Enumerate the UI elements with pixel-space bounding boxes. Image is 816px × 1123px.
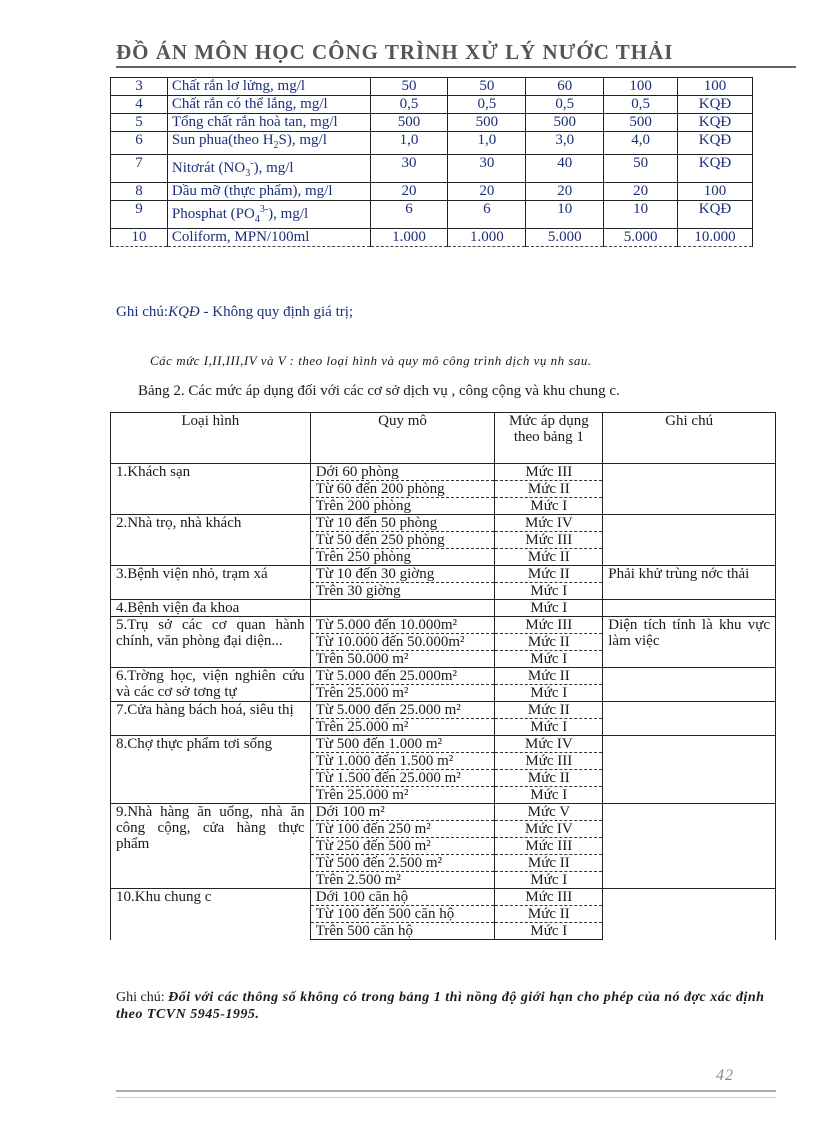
- scale: Từ 1.500 đến 25.000 m²: [310, 770, 495, 787]
- limit-value: 100: [604, 78, 678, 96]
- limit-value: 1,0: [448, 132, 526, 155]
- header-loai-hinh: Loại hình: [111, 413, 311, 464]
- scale: Từ 5.000 đến 25.000 m²: [310, 702, 495, 719]
- table2-row: [111, 804, 776, 821]
- scale: Trên 200 phòng: [310, 498, 495, 515]
- level: Mức IV: [495, 736, 603, 753]
- group-note: [603, 736, 776, 804]
- table1-note: Ghi chú:KQĐ - Không quy định giá trị;: [116, 304, 354, 320]
- header-title: ĐỒ ÁN MÔN HỌC CÔNG TRÌNH XỬ LÝ NƯỚC THẢI: [116, 40, 674, 64]
- scale: Trên 2.500 m²: [310, 872, 495, 889]
- effluent-limits-table: [110, 77, 753, 247]
- level: Mức I: [495, 685, 603, 702]
- level: Mức I: [495, 872, 603, 889]
- level: Mức IV: [495, 515, 603, 532]
- table1-row: [111, 96, 753, 114]
- scale: Trên 50.000 m²: [310, 651, 495, 668]
- level: Mức I: [495, 719, 603, 736]
- limit-value: KQĐ: [678, 132, 753, 155]
- header-rule: [116, 66, 796, 76]
- limit-value: 10: [526, 201, 604, 229]
- facility-type: 8.Chợ thực phẩm tơi sống: [111, 736, 311, 804]
- level: Mức III: [495, 464, 603, 481]
- group-note: [603, 702, 776, 736]
- scale: Từ 10 đến 30 giờng: [310, 566, 495, 583]
- level: Mức I: [495, 498, 603, 515]
- scale: Từ 1.000 đến 1.500 m²: [310, 753, 495, 770]
- table2-row: [111, 566, 776, 583]
- level: Mức IV: [495, 821, 603, 838]
- table1-row: [111, 132, 753, 155]
- level: Mức II: [495, 481, 603, 498]
- level: Mức V: [495, 804, 603, 821]
- table2-row: [111, 889, 776, 906]
- limit-value: 3,0: [526, 132, 604, 155]
- level: Mức II: [495, 855, 603, 872]
- limit-value: 6: [370, 201, 448, 229]
- group-note: [603, 668, 776, 702]
- table2-note: Ghi chú: Đối với các thông số không có trong bảng 1 thì nồng độ giới hạn cho phép của nó đợc xác định theo TCVN 5945-1995.: [116, 990, 765, 1022]
- scale: Từ 250 đến 500 m²: [310, 838, 495, 855]
- parameter-name: Tổng chất rắn hoà tan, mg/l: [167, 114, 370, 132]
- table2-row: [111, 736, 776, 753]
- limit-value: 20: [370, 183, 448, 201]
- limit-value: 50: [448, 78, 526, 96]
- group-note: Diện tích tính là khu vực làm việc: [603, 617, 776, 668]
- scale: Trên 25.000 m²: [310, 787, 495, 804]
- limit-value: 0,5: [448, 96, 526, 114]
- scale: Từ 10.000 đến 50.000m²: [310, 634, 495, 651]
- scale: [310, 600, 495, 617]
- row-number: 4: [111, 96, 168, 114]
- limit-value: 500: [604, 114, 678, 132]
- limit-value: 50: [370, 78, 448, 96]
- page-header: [116, 36, 796, 76]
- limit-value: 0,5: [526, 96, 604, 114]
- parameter-name: Nitơrát $(NO_3^-)$, mg/l: [167, 155, 370, 183]
- facility-type: 10.Khu chung c: [111, 889, 311, 940]
- table2-header-row: [111, 413, 776, 464]
- level: Mức II: [495, 549, 603, 566]
- table2-row: [111, 600, 776, 617]
- limit-value: 500: [370, 114, 448, 132]
- group-note: Phải khử trùng nớc thải: [603, 566, 776, 600]
- group-note: [603, 515, 776, 566]
- scale: Dới 100 m²: [310, 804, 495, 821]
- level: Mức II: [495, 634, 603, 651]
- scale: Từ 5.000 đến 10.000m²: [310, 617, 495, 634]
- table1-row: [111, 183, 753, 201]
- level: Mức II: [495, 702, 603, 719]
- header-quy-mo: Quy mô: [310, 413, 495, 464]
- parameter-name: Sun phua(theo $H_2S$), mg/l: [167, 132, 370, 155]
- limit-value: 100: [678, 183, 753, 201]
- scale: Từ 500 đến 1.000 m²: [310, 736, 495, 753]
- row-number: 10: [111, 229, 168, 247]
- scale: Trên 25.000 m²: [310, 719, 495, 736]
- scale: Từ 10 đến 50 phòng: [310, 515, 495, 532]
- group-note: [603, 889, 776, 940]
- parameter-name: Chất rắn có thể lắng, mg/l: [167, 96, 370, 114]
- level: Mức I: [495, 600, 603, 617]
- facility-type: 7.Cửa hàng bách hoá, siêu thị: [111, 702, 311, 736]
- table2-row: [111, 464, 776, 481]
- header-muc: Mức áp dụng theo bảng 1: [495, 413, 603, 464]
- limit-value: 100: [678, 78, 753, 96]
- scale: Từ 50 đến 250 phòng: [310, 532, 495, 549]
- level: Mức II: [495, 906, 603, 923]
- table1-row: [111, 201, 753, 229]
- levels-caption: Các mức I,II,III,IV và V : theo loại hình và quy mô công trình dịch vụ nh sau.: [150, 353, 592, 368]
- level: Mức III: [495, 532, 603, 549]
- table1-row: [111, 229, 753, 247]
- header-ghi-chu: Ghi chú: [603, 413, 776, 464]
- table1-row: [111, 78, 753, 96]
- facility-type: 9.Nhà hàng ăn uống, nhà ăn công cộng, cửa hàng thực phẩm: [111, 804, 311, 889]
- limit-value: KQĐ: [678, 201, 753, 229]
- page-number: 42: [716, 1067, 734, 1084]
- scale: Từ 5.000 đến 25.000m²: [310, 668, 495, 685]
- limit-value: 0,5: [604, 96, 678, 114]
- parameter-name: Coliform, MPN/100ml: [167, 229, 370, 247]
- scale: Trên 30 giờng: [310, 583, 495, 600]
- limit-value: KQĐ: [678, 155, 753, 183]
- level: Mức I: [495, 787, 603, 804]
- facility-type: 5.Trụ sở các cơ quan hành chính, văn phòng đại diện...: [111, 617, 311, 668]
- row-number: 9: [111, 201, 168, 229]
- row-number: 7: [111, 155, 168, 183]
- limit-value: 30: [370, 155, 448, 183]
- facility-type: 6.Trờng học, viện nghiên cứu và các cơ sở tơng tự: [111, 668, 311, 702]
- application-levels-table: [110, 412, 776, 940]
- limit-value: 60: [526, 78, 604, 96]
- group-note: [603, 464, 776, 515]
- level: Mức I: [495, 583, 603, 600]
- level: Mức I: [495, 651, 603, 668]
- table1-row: [111, 114, 753, 132]
- scale: Trên 25.000 m²: [310, 685, 495, 702]
- scale: Từ 100 đến 500 căn hộ: [310, 906, 495, 923]
- level: Mức III: [495, 838, 603, 855]
- limit-value: 10.000: [678, 229, 753, 247]
- scale: Trên 250 phòng: [310, 549, 495, 566]
- limit-value: 5.000: [526, 229, 604, 247]
- limit-value: 40: [526, 155, 604, 183]
- table2-row: [111, 617, 776, 634]
- limit-value: 500: [448, 114, 526, 132]
- limit-value: 20: [448, 183, 526, 201]
- limit-value: 0,5: [370, 96, 448, 114]
- limit-value: KQĐ: [678, 114, 753, 132]
- limit-value: 20: [526, 183, 604, 201]
- footer-rule: [116, 1090, 776, 1098]
- row-number: 6: [111, 132, 168, 155]
- scale: Dới 100 căn hộ: [310, 889, 495, 906]
- table2-title: Bảng 2. Các mức áp dụng đối với các cơ sở dịch vụ , công cộng và khu chung c.: [138, 383, 620, 399]
- facility-type: 4.Bệnh viện đa khoa: [111, 600, 311, 617]
- group-note: [603, 804, 776, 889]
- level: Mức III: [495, 617, 603, 634]
- level: Mức I: [495, 923, 603, 940]
- level: Mức II: [495, 770, 603, 787]
- level: Mức III: [495, 889, 603, 906]
- scale: Từ 100 đến 250 m²: [310, 821, 495, 838]
- limit-value: 4,0: [604, 132, 678, 155]
- table2-row: [111, 702, 776, 719]
- limit-value: 50: [604, 155, 678, 183]
- table2-row: [111, 668, 776, 685]
- scale: Từ 500 đến 2.500 m²: [310, 855, 495, 872]
- row-number: 5: [111, 114, 168, 132]
- limit-value: 500: [526, 114, 604, 132]
- row-number: 8: [111, 183, 168, 201]
- facility-type: 1.Khách sạn: [111, 464, 311, 515]
- group-note: [603, 600, 776, 617]
- limit-value: 20: [604, 183, 678, 201]
- limit-value: 1.000: [448, 229, 526, 247]
- facility-type: 3.Bệnh viện nhỏ, trạm xá: [111, 566, 311, 600]
- limit-value: 30: [448, 155, 526, 183]
- limit-value: KQĐ: [678, 96, 753, 114]
- parameter-name: Dầu mỡ (thực phẩm), mg/l: [167, 183, 370, 201]
- level: Mức III: [495, 753, 603, 770]
- scale: Dới 60 phòng: [310, 464, 495, 481]
- scale: Trên 500 căn hộ: [310, 923, 495, 940]
- parameter-name: Chất rắn lơ lửng, mg/l: [167, 78, 370, 96]
- scale: Từ 60 đến 200 phòng: [310, 481, 495, 498]
- row-number: 3: [111, 78, 168, 96]
- limit-value: 5.000: [604, 229, 678, 247]
- level: Mức II: [495, 566, 603, 583]
- limit-value: 1,0: [370, 132, 448, 155]
- level: Mức II: [495, 668, 603, 685]
- table1-row: [111, 155, 753, 183]
- table2-row: [111, 515, 776, 532]
- facility-type: 2.Nhà trọ, nhà khách: [111, 515, 311, 566]
- limit-value: 1.000: [370, 229, 448, 247]
- limit-value: 10: [604, 201, 678, 229]
- parameter-name: Phosphat $(PO_4^{3-})$, mg/l: [167, 201, 370, 229]
- limit-value: 6: [448, 201, 526, 229]
